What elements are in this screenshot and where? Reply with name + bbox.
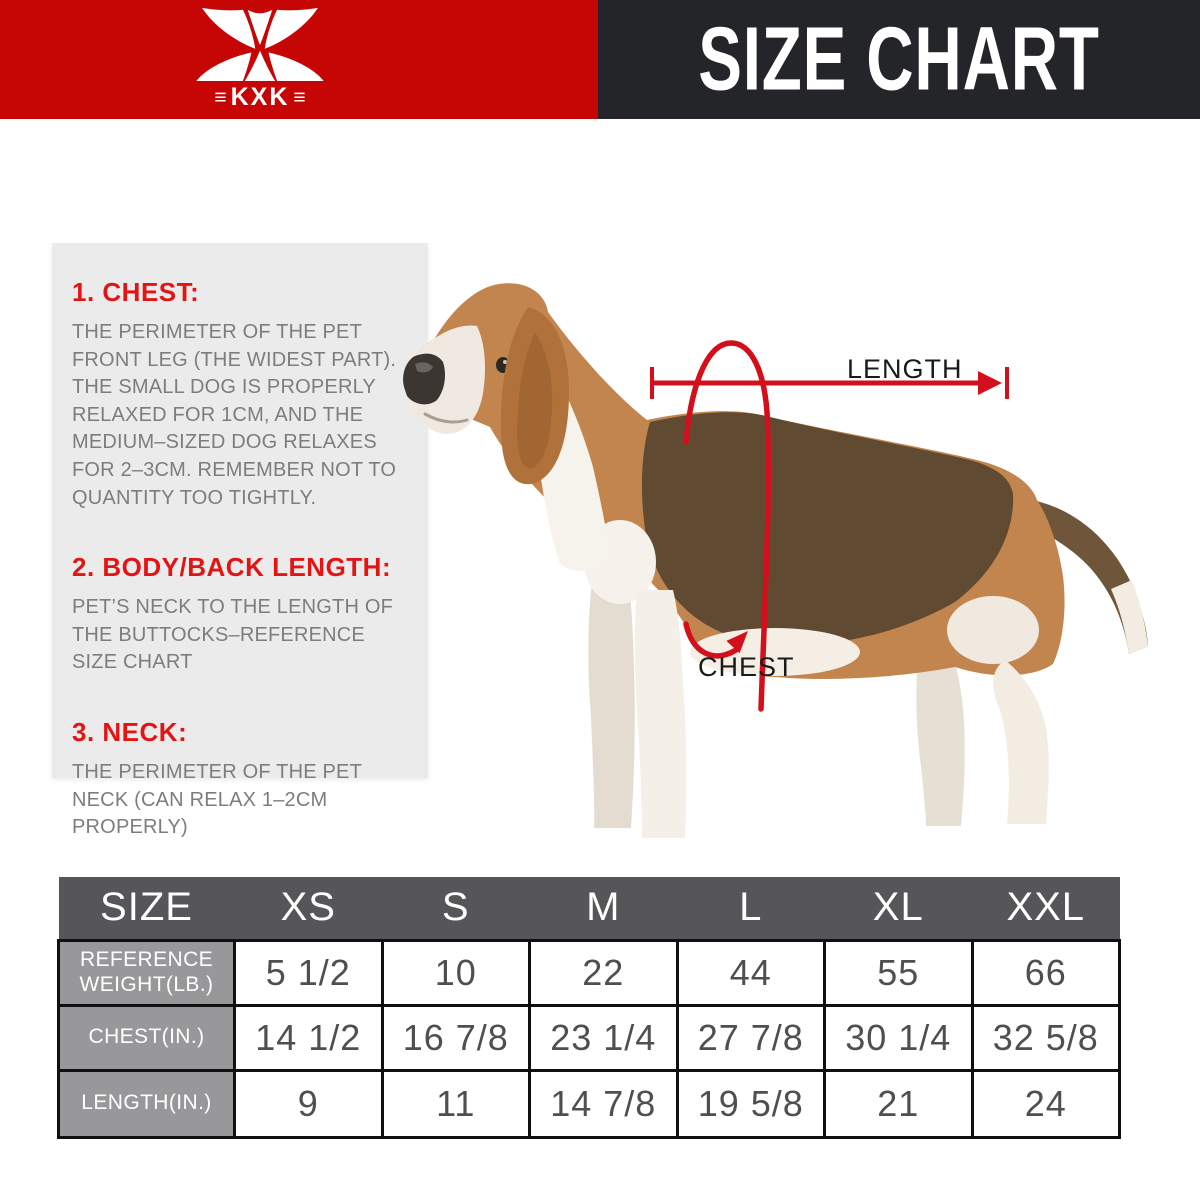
instruction-heading-neck: 3. NECK: bbox=[72, 716, 188, 747]
page-title: SIZE CHART bbox=[698, 8, 1100, 109]
instruction-body-neck: THE PERIMETER OF THE PET NECK (CAN RELAX 1–2CM PROPERLY) bbox=[72, 760, 362, 839]
size-header-xl: XL bbox=[825, 877, 973, 940]
size-corner-header: SIZE bbox=[59, 877, 235, 940]
title-banner bbox=[598, 0, 1200, 119]
instruction-body-chest: THE PERIMETER OF THE PET FRONT LEG (THE WIDEST PART). THE SMALL DOG IS PROPERLY RELAXED FOR 1CM, AND THE MEDIUM–SIZED DOG RELAXES FOR 2–3CM. REMEMBER NOT TO QUANTITY TOO TIGHTLY. bbox=[72, 321, 397, 509]
length-label: LENGTH bbox=[847, 354, 963, 384]
size-header-s: S bbox=[382, 877, 530, 940]
length-l: 19 5/8 bbox=[677, 1070, 825, 1137]
chest-label: CHEST bbox=[698, 652, 795, 682]
length-xl: 21 bbox=[825, 1070, 973, 1137]
kxk-logo-text bbox=[214, 85, 305, 110]
weight-xl: 55 bbox=[825, 940, 973, 1005]
size-header-l: L bbox=[677, 877, 825, 940]
instruction-body-length: PET’S NECK TO THE LENGTH OF THE BUTTOCKS–REFERENCE SIZE CHART bbox=[72, 596, 394, 674]
chest-s: 16 7/8 bbox=[382, 1005, 530, 1070]
weight-xs: 5 1/2 bbox=[235, 940, 383, 1005]
instruction-heading-length: 2. BODY/BACK LENGTH: bbox=[72, 552, 392, 583]
chest-m: 23 1/4 bbox=[530, 1005, 678, 1070]
size-header-m: M bbox=[530, 877, 678, 940]
top-banner bbox=[0, 0, 1200, 119]
weight-xxl: 66 bbox=[972, 940, 1120, 1005]
kxk-emblem-icon bbox=[188, 6, 332, 82]
size-table-header-row bbox=[59, 877, 1120, 940]
kxk-logo bbox=[185, 6, 335, 116]
table-row-length bbox=[59, 1070, 1120, 1137]
logo-brand-name: KXK bbox=[230, 83, 290, 111]
length-xs: 9 bbox=[235, 1070, 383, 1137]
length-xxl: 24 bbox=[972, 1070, 1120, 1137]
row-label-weight: REFERENCE WEIGHT(LB.) bbox=[59, 940, 235, 1005]
weight-s: 10 bbox=[382, 940, 530, 1005]
size-table bbox=[57, 877, 1121, 1139]
size-header-xxl: XXL bbox=[972, 877, 1120, 940]
measuring-instructions-panel bbox=[52, 243, 428, 839]
length-m: 14 7/8 bbox=[530, 1070, 678, 1137]
chest-xl: 30 1/4 bbox=[825, 1005, 973, 1070]
chest-xxl: 32 5/8 bbox=[972, 1005, 1120, 1070]
length-s: 11 bbox=[382, 1070, 530, 1137]
weight-m: 22 bbox=[530, 940, 678, 1005]
weight-l: 44 bbox=[677, 940, 825, 1005]
table-row-chest bbox=[59, 1005, 1120, 1070]
logo-flank-right: ≡ bbox=[293, 86, 306, 109]
dog-measurement-diagram bbox=[395, 262, 1185, 852]
size-header-xs: XS bbox=[235, 877, 383, 940]
instruction-heading-chest: 1. CHEST: bbox=[72, 277, 200, 307]
beagle-dog-illustration bbox=[395, 262, 1185, 852]
logo-flank-left: ≡ bbox=[214, 86, 227, 109]
chest-l: 27 7/8 bbox=[677, 1005, 825, 1070]
row-label-length: LENGTH(IN.) bbox=[59, 1070, 235, 1137]
row-label-chest: CHEST(IN.) bbox=[59, 1005, 235, 1070]
chest-xs: 14 1/2 bbox=[235, 1005, 383, 1070]
table-row-weight bbox=[59, 940, 1120, 1005]
